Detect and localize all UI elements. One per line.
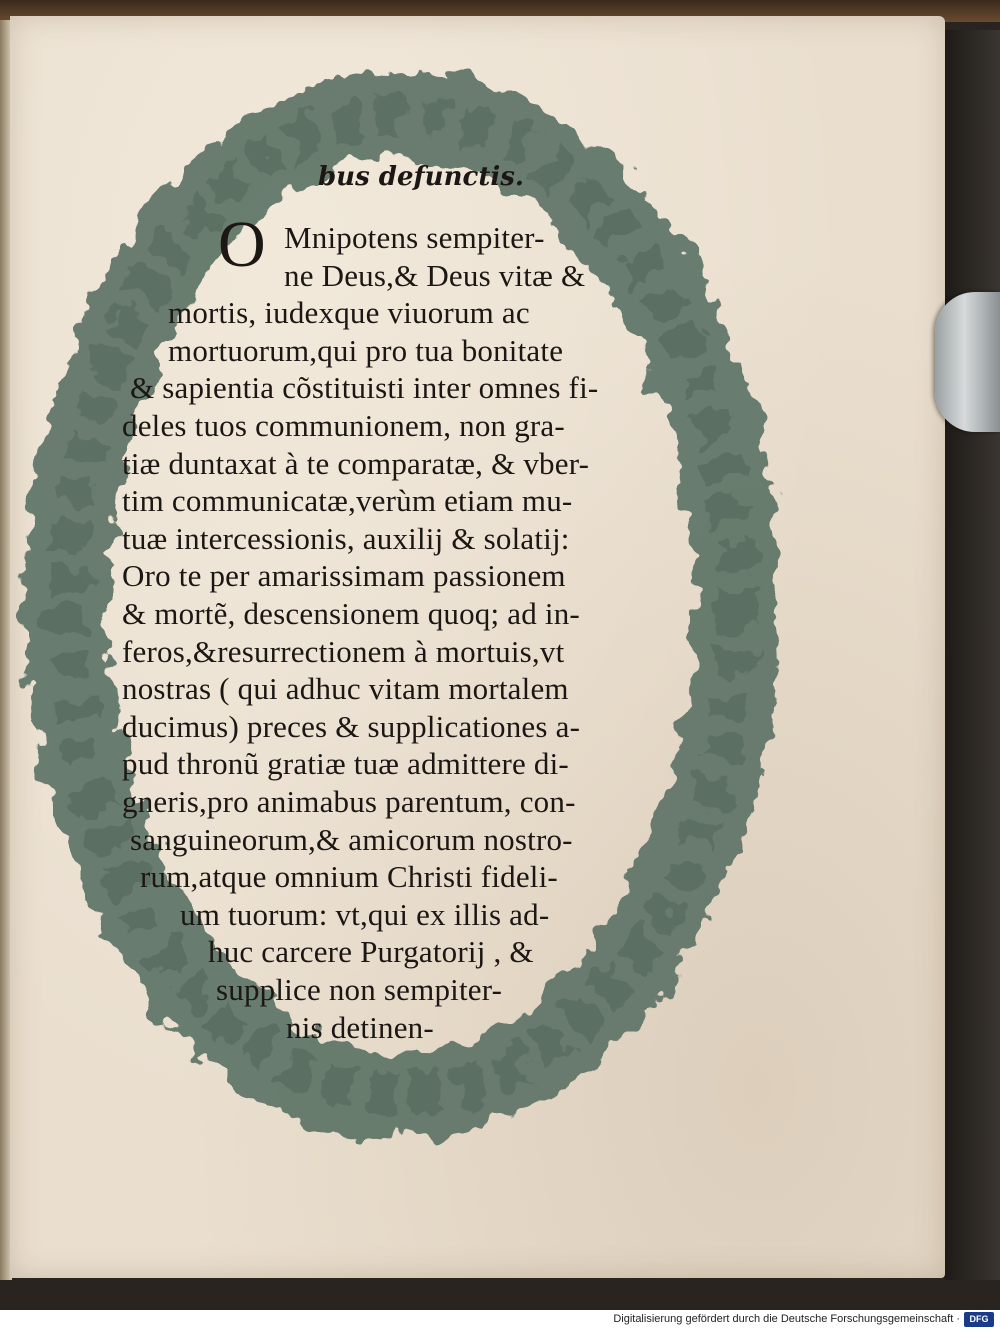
text-line: & mortẽ, descensionem quoq; ad in-: [122, 596, 580, 631]
text-line: mortuorum,qui pro tua bonitate: [168, 332, 564, 368]
text-line: rum,atque omnium Christi fideli-: [140, 859, 558, 895]
text-line: ne Deus,& Deus vitæ &: [284, 257, 586, 293]
text-line: Mnipotens sempiter-: [284, 220, 545, 255]
text-line: nis detinen-: [286, 1009, 434, 1045]
text-line: ducimus) preces & supplicationes a-: [122, 708, 581, 744]
text-line: supplice non sempiter-: [216, 972, 503, 1007]
digitization-footer: [0, 1310, 1000, 1331]
drop-capital: O: [218, 208, 266, 281]
text-line: mortis, iudexque viuorum ac: [168, 295, 530, 331]
text-line: nostras ( qui adhuc vitam mortalem: [122, 671, 569, 707]
text-line: gneris,pro animabus parentum, con-: [122, 784, 576, 819]
text-line: um tuorum: vt,qui ex illis ad-: [180, 896, 550, 932]
text-line: tim communicatæ,verùm etiam mu-: [122, 483, 573, 519]
funding-credit: Digitalisierung gefördert durch die Deutsche Forschungsgemeinschaft ·: [613, 1313, 960, 1325]
text-line: tuæ intercessionis, auxilij & solatij:: [122, 520, 570, 556]
text-line: feros,&resurrectionem à mortuis,vt: [122, 633, 565, 669]
text-line: pud thronũ gratiæ tuæ admittere di-: [122, 746, 569, 782]
text-line: Oro te per amarissimam passionem: [122, 558, 566, 594]
text-line: huc carcere Purgatorij , &: [208, 934, 534, 970]
text-line: tiæ duntaxat à te comparatæ, & vber-: [122, 445, 590, 481]
text-line: deles tuos communionem, non gra-: [122, 408, 565, 443]
text-line: sanguineorum,& amicorum nostro-: [130, 821, 573, 857]
text-line: & sapientia cõstituisti inter omnes fi-: [130, 370, 599, 406]
dfg-logo: DFG: [964, 1312, 994, 1327]
running-head: bus defunctis.: [318, 162, 524, 192]
